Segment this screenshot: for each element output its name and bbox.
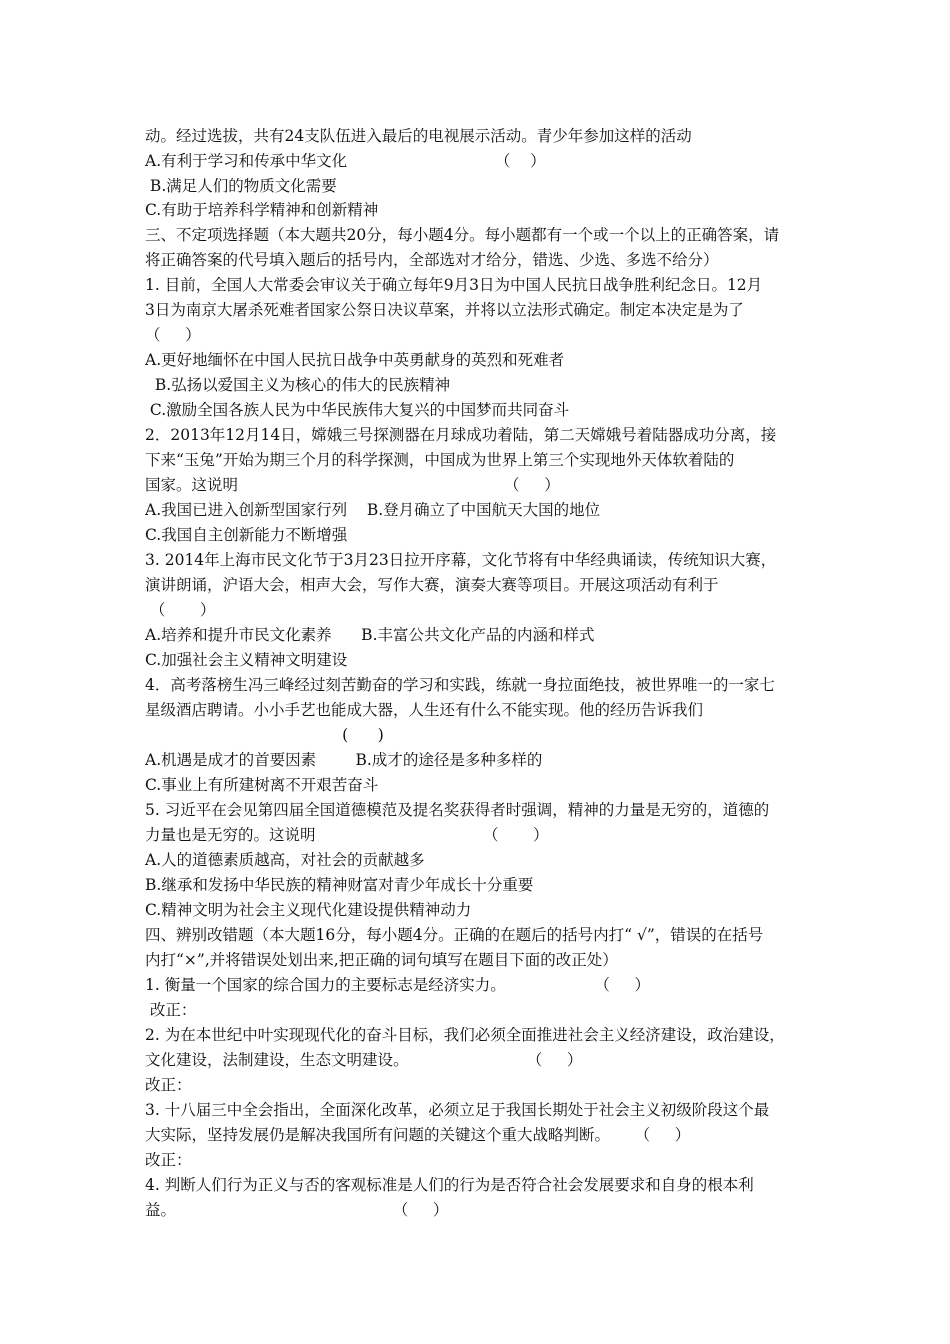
question-line: 文化建设，法制建设，生态文明建设。 （ ） — [145, 1051, 583, 1069]
question-line: 大实际，坚持发展仍是解决我国所有问题的关键这个重大战略判断。 （ ） — [145, 1126, 691, 1144]
option-line: C.有助于培养科学精神和创新精神 — [145, 201, 379, 219]
question-line: 3. 2014年上海市民文化节于3月23日拉开序幕，文化节将有中华经典诵读，传统知识大赛， — [145, 551, 777, 569]
option-line: A.培养和提升市民文化素养 B.丰富公共文化产品的内涵和样式 — [145, 626, 595, 644]
section-heading: 四、辨别改错题（本大题16分，每小题4分。正确的在题后的括号内打“ √”，错误的在括号 — [145, 926, 764, 944]
text-line: 动。经过选拔，共有24支队伍进入最后的电视展示活动。青少年参加这样的活动 — [145, 127, 692, 145]
question-line: 演讲朗诵，沪语大会，相声大会，写作大赛，演奏大赛等项目。开展这项活动有利于 — [145, 576, 719, 594]
option-line: B.继承和发扬中华民族的精神财富对青少年成长十分重要 — [145, 876, 534, 894]
option-line: A.有利于学习和传承中华文化 （ ） — [145, 152, 546, 170]
question-line: 3日为南京大屠杀死难者国家公祭日决议草案，并将以立法形式确定。制定本决定是为了 — [145, 301, 744, 319]
question-line: 国家。这说明 （ ） — [145, 476, 560, 494]
option-line: A.更好地缅怀在中国人民抗日战争中英勇献身的英烈和死难者 — [145, 351, 565, 369]
option-line: B.满足人们的物质文化需要 — [145, 177, 337, 195]
correction-label: 改正： — [145, 1076, 192, 1094]
option-line: C.精神文明为社会主义现代化建设提供精神动力 — [145, 901, 472, 919]
answer-bracket: ( ) — [145, 726, 384, 744]
section-heading: 三、不定项选择题（本大题共20分，每小题4分。每小题都有一个或一个以上的正确答案，请 — [145, 226, 780, 244]
correction-label: 改正： — [145, 1001, 197, 1019]
option-line: C.我国自主创新能力不断增强 — [145, 526, 348, 544]
question-line: 1. 衡量一个国家的综合国力的主要标志是经济实力。 （ ） — [145, 976, 651, 994]
option-line: A.机遇是成才的首要因素 B.成才的途径是多种多样的 — [145, 751, 543, 769]
question-line: 1. 目前，全国人大常委会审议关于确立每年9月3日为中国人民抗日战争胜利纪念日。12月 — [145, 276, 763, 294]
question-line: 下来“玉兔”开始为期三个月的科学探测，中国成为世界上第三个实现地外天体软着陆的 — [145, 451, 735, 469]
question-line: 力量也是无穷的。这说明 （ ） — [145, 826, 549, 844]
question-line: 3. 十八届三中全会指出，全面深化改革，必须立足于我国长期处于社会主义初级阶段这个最 — [145, 1101, 770, 1119]
question-line: 益。 （ ） — [145, 1201, 449, 1219]
option-line: A.人的道德素质越高，对社会的贡献越多 — [145, 851, 425, 869]
question-line: 2. 为在本世纪中叶实现现代化的奋斗目标，我们必须全面推进社会主义经济建设，政治建设， — [145, 1026, 785, 1044]
answer-bracket: （ ） — [145, 601, 216, 619]
question-line: 星级酒店聘请。小小手艺也能成大器，人生还有什么不能实现。他的经历告诉我们 — [145, 701, 704, 719]
option-line: C.事业上有所建树离不开艰苦奋斗 — [145, 776, 379, 794]
section-heading: 将正确答案的代号填入题后的括号内，全部选对才给分，错选、少选、多选不给分） — [145, 251, 719, 269]
section-heading: 内打“×”,并将错误处划出来,把正确的词句填写在题目下面的改正处） — [145, 951, 618, 969]
option-line: A.我国已进入创新型国家行列 B.登月确立了中国航天大国的地位 — [145, 501, 601, 519]
question-line: 5. 习近平在会见第四届全国道德模范及提名奖获得者时强调，精神的力量是无穷的，道德的 — [145, 801, 770, 819]
option-line: C.激励全国各族人民为中华民族伟大复兴的中国梦而共同奋斗 — [145, 401, 570, 419]
question-line: 4．高考落榜生冯三峰经过刻苦勤奋的学习和实践，练就一身拉面绝技，被世界唯一的一家七 — [145, 676, 775, 694]
option-line: C.加强社会主义精神文明建设 — [145, 651, 348, 669]
question-line: 4. 判断人们行为正义与否的客观标准是人们的行为是否符合社会发展要求和自身的根本利 — [145, 1176, 754, 1194]
answer-bracket: （ ） — [145, 326, 201, 344]
option-line: B.弘扬以爱国主义为核心的伟大的民族精神 — [145, 376, 451, 394]
question-line: 2．2013年12月14日，嫦娥三号探测器在月球成功着陆，第二天嫦娥号着陆器成功分离，接 — [145, 426, 777, 444]
correction-label: 改正： — [145, 1151, 192, 1169]
